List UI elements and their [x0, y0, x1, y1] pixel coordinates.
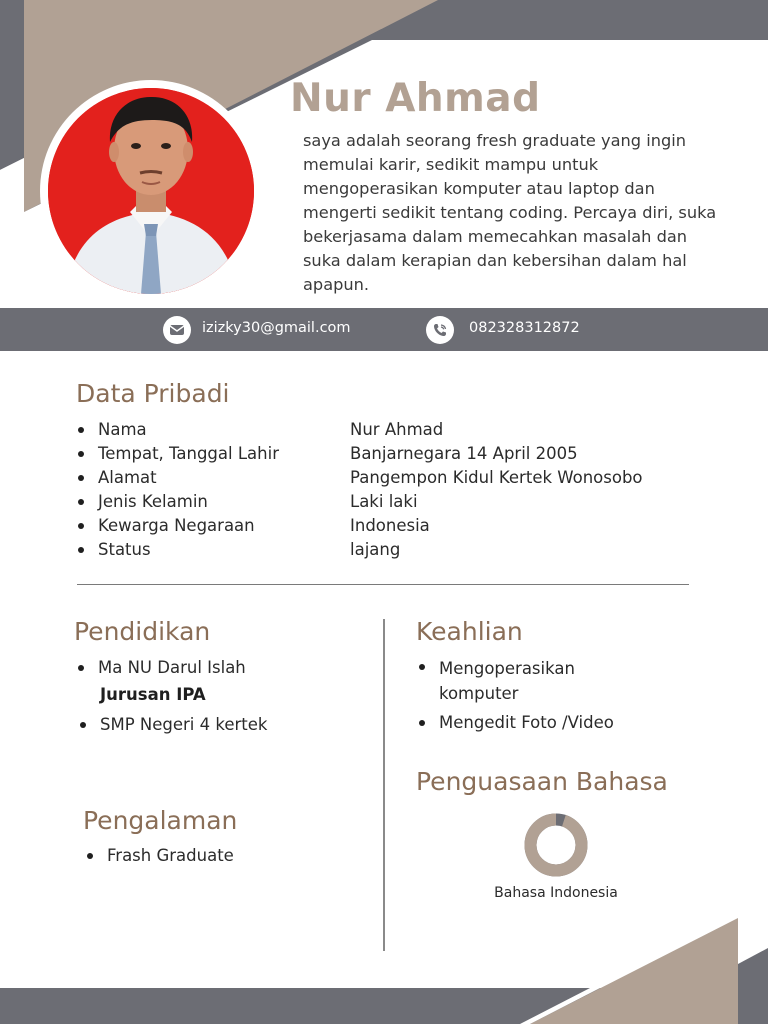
- label-status: Status: [76, 538, 279, 562]
- value-nama: Nur Ahmad: [350, 420, 444, 439]
- keahlian-item: Mengoperasikan: [417, 655, 575, 683]
- mail-icon: [163, 316, 191, 344]
- column-divider: [383, 619, 385, 951]
- data-pribadi-heading: Data Pribadi: [76, 379, 230, 408]
- pengalaman-list: [85, 844, 234, 868]
- label-ttl: Tempat, Tanggal Lahir: [76, 442, 279, 466]
- profile-summary: saya adalah seorang fresh graduate yang ingin memulai karir, sedikit mampu untuk mengoperasikan komputer atau laptop dan mengerti sedikit tentang coding. Percaya diri, suka bekerjasama dalam memecahkan masalah dan suka dalam kerapian dan kebersihan dalam hal apapun.: [303, 131, 717, 294]
- value-alamat: Pangempon Kidul Kertek Wonosobo: [350, 468, 643, 487]
- person-name: Nur Ahmad: [290, 76, 541, 121]
- phone-number[interactable]: 082328312872: [469, 320, 580, 336]
- pendidikan-list: [76, 656, 246, 680]
- value-jenis-kelamin: Laki laki: [350, 492, 418, 511]
- pendidikan-item: SMP Negeri 4 kertek: [78, 713, 267, 737]
- pendidikan-list-2: [78, 713, 267, 737]
- email-address[interactable]: izizky30@gmail.com: [202, 320, 351, 336]
- pengalaman-item: Frash Graduate: [85, 844, 234, 868]
- keahlian-item-continued: komputer: [439, 684, 519, 703]
- phone-icon: [426, 316, 454, 344]
- value-ttl: Banjarnegara 14 April 2005: [350, 444, 578, 463]
- language-label: Bahasa Indonesia: [494, 885, 618, 901]
- label-alamat: Alamat: [76, 466, 279, 490]
- jurusan-label: Jurusan IPA: [100, 685, 206, 704]
- language-proficiency-donut: [522, 811, 590, 879]
- profile-photo-frame: [40, 80, 262, 302]
- profile-photo: [48, 88, 254, 294]
- bahasa-heading: Penguasaan Bahasa: [416, 767, 668, 796]
- pendidikan-item: Ma NU Darul Islah: [76, 656, 246, 680]
- label-nama: Nama: [76, 418, 279, 442]
- pendidikan-heading: Pendidikan: [74, 617, 211, 646]
- keahlian-item: Mengedit Foto /Video: [417, 711, 614, 735]
- value-status: lajang: [350, 540, 401, 559]
- keahlian-list-2: [417, 711, 614, 735]
- data-pribadi-values: [350, 418, 643, 562]
- donut-fill: [531, 820, 582, 871]
- contact-bar: [0, 308, 768, 351]
- section-divider: [77, 584, 689, 585]
- value-kewarganegaraan: Indonesia: [350, 516, 430, 535]
- keahlian-list: [417, 655, 575, 683]
- data-pribadi-labels: [76, 418, 279, 562]
- pengalaman-heading: Pengalaman: [83, 806, 238, 835]
- keahlian-heading: Keahlian: [416, 617, 523, 646]
- person-avatar-icon: [48, 88, 254, 294]
- label-kewarganegaraan: Kewarga Negaraan: [76, 514, 279, 538]
- label-jenis-kelamin: Jenis Kelamin: [76, 490, 279, 514]
